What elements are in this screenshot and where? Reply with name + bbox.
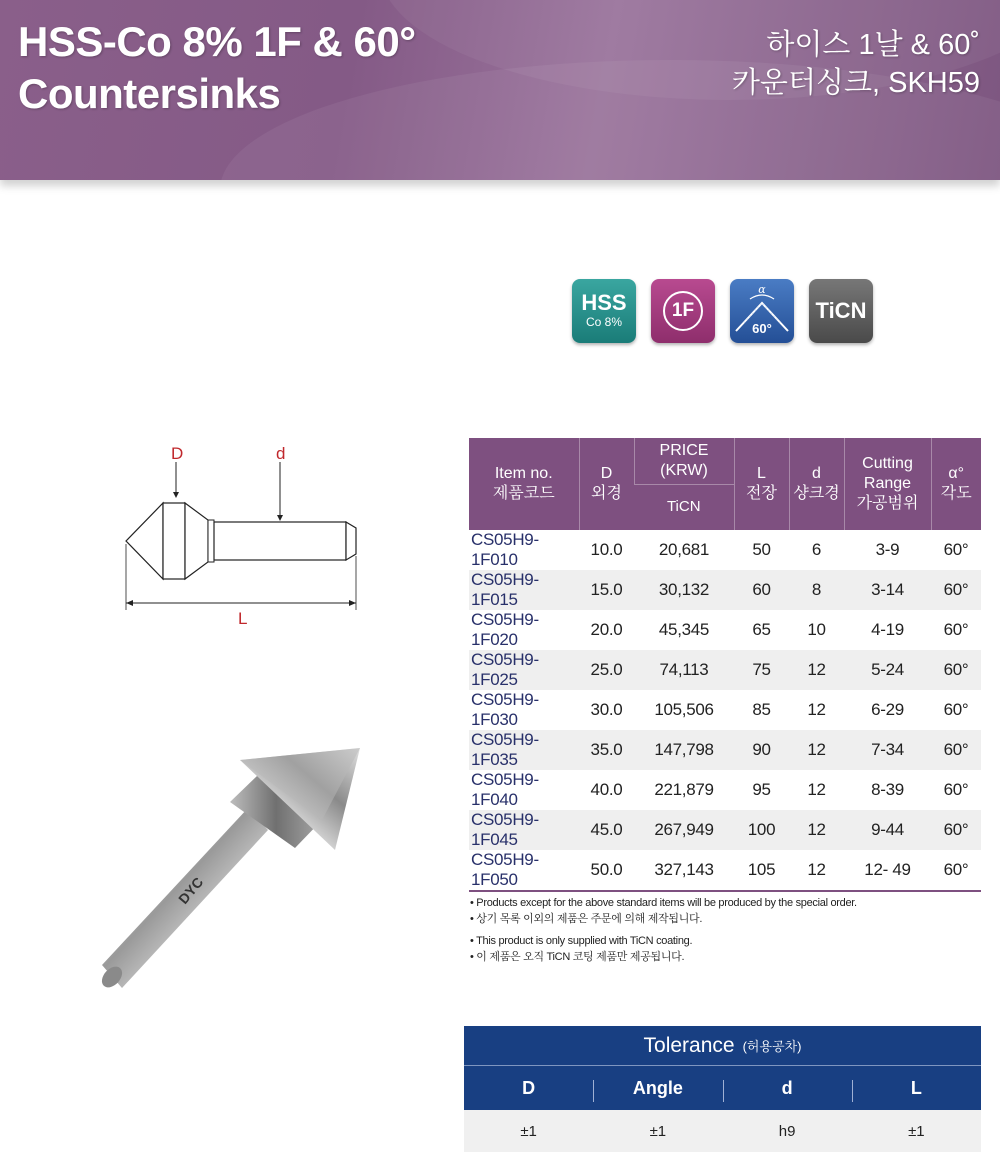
table-row (469, 570, 981, 610)
countersink-photo-illustration (90, 730, 380, 1020)
tolerance-value-length: ±1 (908, 1122, 925, 1140)
col-price-ticn: TiCN (634, 484, 734, 530)
tolerance-value-angle: ±1 (649, 1122, 667, 1140)
cell-shank-diameter: 12 (789, 730, 844, 770)
cell-cutting-range: 3-9 (875, 540, 900, 559)
cell-diameter: 20.0 (590, 620, 623, 639)
tolerance-col-d-shank: d (723, 1078, 852, 1099)
cell-item-code: CS05H9-1F040 (471, 770, 539, 809)
cell-angle: 60° (931, 650, 981, 690)
cell-angle: 60° (931, 810, 981, 850)
single-flute-badge-label: 1F (663, 291, 703, 331)
cell-shank-diameter: 8 (789, 570, 844, 610)
spec-table (469, 438, 981, 892)
cell-cutting-range: 7-34 (844, 730, 931, 770)
title-ko-line-2: 카운터싱크, SKH59 (731, 67, 980, 99)
cell-price: 221,879 (654, 780, 714, 799)
brand-engraving: DYC (175, 873, 207, 907)
ticn-coating-badge (809, 279, 873, 343)
angle-badge-value: 60° (752, 321, 772, 336)
col-cutting-range: Cutting Range 가공범위 (844, 438, 931, 530)
angle-badge (730, 279, 794, 343)
dimension-diagram (100, 440, 380, 640)
cell-price: 45,345 (658, 620, 710, 639)
page-title (18, 16, 416, 120)
cell-diameter: 25.0 (579, 650, 634, 690)
tolerance-value-d-outer: ±1 (520, 1122, 537, 1140)
note-special-order-ko: • 상기 목록 이외의 제품은 주문에 의해 제작됩니다. (470, 913, 703, 925)
cell-item-code: CS05H9-1F015 (469, 570, 579, 610)
col-angle: α° 각도 (931, 438, 981, 530)
tolerance-col-d-outer: D (522, 1077, 536, 1098)
cell-item-code: CS05H9-1F030 (471, 690, 539, 729)
tolerance-col-angle: Angle (593, 1078, 722, 1099)
hss-badge (572, 279, 636, 343)
cell-item-code: CS05H9-1F010 (471, 530, 539, 569)
tolerance-col-length: L (852, 1078, 981, 1099)
cell-length: 90 (734, 730, 789, 770)
cell-item-code: CS05H9-1F035 (469, 730, 579, 770)
cell-angle: 60° (943, 620, 969, 639)
cell-item-code: CS05H9-1F050 (469, 850, 579, 891)
cell-cutting-range: 9-44 (844, 810, 931, 850)
col-shank-diameter: d 샹크경 (789, 438, 844, 530)
cell-diameter: 10.0 (590, 540, 623, 559)
header-banner (0, 0, 1000, 180)
tolerance-table (464, 1026, 981, 1152)
cell-shank-diameter: 12 (807, 700, 826, 719)
cell-diameter: 15.0 (579, 570, 634, 610)
cell-shank-diameter: 12 (789, 810, 844, 850)
length-label: L (238, 609, 248, 628)
cell-cutting-range: 5-24 (844, 650, 931, 690)
cell-diameter: 35.0 (579, 730, 634, 770)
title-line-1: HSS-Co 8% 1F & 60° (18, 18, 416, 65)
product-image (90, 730, 380, 1020)
cell-shank-diameter: 6 (811, 540, 822, 559)
cell-diameter: 45.0 (579, 810, 634, 850)
table-row (469, 850, 981, 891)
table-row (469, 610, 981, 650)
shank-diameter-label: d (276, 444, 286, 463)
cell-price: 105,506 (654, 700, 714, 719)
cell-diameter: 40.0 (590, 780, 623, 799)
page-title-korean (732, 26, 980, 102)
table-row (469, 730, 981, 770)
cell-price: 20,681 (658, 540, 710, 559)
title-ko-line-1: 하이스 1날 & 60˚ (766, 29, 980, 61)
table-row (469, 530, 981, 570)
single-flute-badge (651, 279, 715, 343)
cell-length: 85 (752, 700, 771, 719)
cell-angle: 60° (943, 700, 969, 719)
tolerance-title: Tolerance (허용공차) (464, 1026, 981, 1066)
cell-cutting-range: 6-29 (871, 700, 904, 719)
tolerance-columns (464, 1066, 981, 1110)
cell-cutting-range: 4-19 (871, 620, 904, 639)
cell-item-code: CS05H9-1F020 (471, 610, 539, 649)
cell-shank-diameter: 12 (789, 850, 844, 891)
title-line-2: Countersinks (18, 70, 281, 117)
cell-length: 95 (752, 780, 771, 799)
cell-shank-diameter: 12 (789, 650, 844, 690)
cell-diameter: 50.0 (579, 850, 634, 891)
cell-shank-diameter: 12 (807, 780, 826, 799)
table-row (469, 770, 981, 810)
cell-cutting-range: 8-39 (871, 780, 904, 799)
cell-length: 105 (734, 850, 789, 891)
cell-angle: 60° (931, 850, 981, 891)
cell-price: 327,143 (634, 850, 734, 891)
cell-angle: 60° (931, 570, 981, 610)
cell-price: 30,132 (634, 570, 734, 610)
tolerance-values (464, 1110, 981, 1152)
cell-angle: 60° (943, 780, 969, 799)
col-item-no: Item no. 제품코드 (469, 438, 579, 530)
note-special-order-en: • Products except for the above standard items will be produced by the special order. (470, 897, 857, 909)
notes (470, 895, 857, 965)
cell-price: 74,113 (634, 650, 734, 690)
table-row (469, 810, 981, 850)
countersink-angle-icon (730, 279, 794, 343)
cell-price: 147,798 (634, 730, 734, 770)
cell-item-code: CS05H9-1F025 (469, 650, 579, 690)
col-length: L 전장 (734, 438, 789, 530)
cell-angle: 60° (943, 540, 969, 559)
cell-length: 65 (752, 620, 771, 639)
cell-shank-diameter: 10 (807, 620, 826, 639)
diameter-label: D (171, 444, 184, 463)
cell-cutting-range: 3-14 (844, 570, 931, 610)
hss-badge-sublabel: Co 8% (585, 315, 623, 329)
cell-cutting-range: 12- 49 (844, 850, 931, 891)
cell-item-code: CS05H9-1F045 (469, 810, 579, 850)
cell-length: 50 (752, 540, 771, 559)
note-coating-en: • This product is only supplied with TiCN coating. (470, 935, 693, 947)
hss-badge-label: HSS (581, 290, 627, 315)
tolerance-value-d-shank: h9 (778, 1122, 796, 1140)
cell-length: 100 (734, 810, 789, 850)
cell-length: 60 (734, 570, 789, 610)
angle-badge-alpha: α (758, 283, 766, 296)
cell-length: 75 (734, 650, 789, 690)
table-row (469, 690, 981, 730)
col-price: PRICE (KRW) (634, 438, 734, 484)
ticn-badge-label: TiCN (815, 298, 867, 323)
note-coating-ko: • 이 제품은 오직 TiCN 코팅 제품만 제공됩니다. (470, 951, 685, 963)
cell-diameter: 30.0 (590, 700, 623, 719)
cell-angle: 60° (931, 730, 981, 770)
tolerance-header (464, 1026, 981, 1110)
col-diameter: D 외경 (579, 438, 634, 530)
cell-price: 267,949 (634, 810, 734, 850)
table-row (469, 650, 981, 690)
